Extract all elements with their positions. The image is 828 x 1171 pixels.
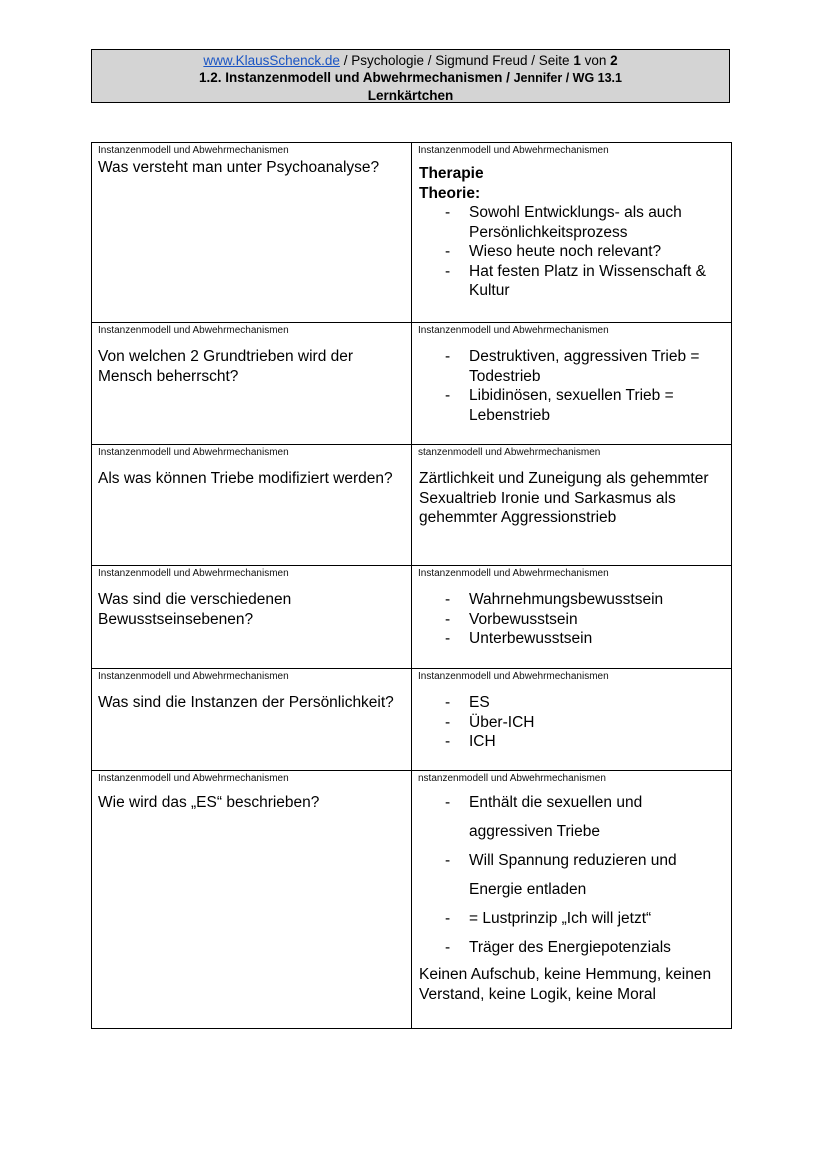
list-item: - Libidinösen, sexuellen Trieb = Lebenstrieb: [419, 386, 723, 425]
card-category: nstanzenmodell und Abwehrmechanismen: [418, 773, 606, 784]
list-item: - ES: [419, 693, 723, 713]
card-category: Instanzenmodell und Abwehrmechanismen: [418, 671, 609, 682]
card-question: Was sind die verschiedenen Bewusstseinsebenen?: [98, 591, 292, 628]
question-cell: [92, 566, 412, 669]
answer-paragraph: Keinen Aufschub, keine Hemmung, keinen Verstand, keine Logik, keine Moral: [419, 966, 712, 1003]
document-author: Jennifer / WG 13.1: [513, 71, 622, 85]
question-cell: [92, 669, 412, 771]
page-total: 2: [610, 53, 618, 68]
answer-cell: [412, 669, 732, 771]
card-question: Was sind die Instanzen der Persönlichkeit?: [98, 694, 394, 711]
page-current: 1: [573, 53, 581, 68]
flashcard-table: [91, 142, 732, 1029]
answer-heading: Theorie:: [419, 184, 481, 202]
card-category: Instanzenmodell und Abwehrmechanismen: [418, 145, 609, 156]
document-header: [91, 49, 730, 103]
document-subtitle: Lernkärtchen: [367, 88, 454, 103]
card-answer: [412, 459, 731, 528]
answer-list: [419, 788, 723, 962]
header-line-1: [92, 52, 729, 69]
list-item: - Destruktiven, aggressiven Trieb = Todestrieb: [419, 347, 723, 386]
answer-list: [419, 203, 723, 301]
card-question: Als was können Triebe modifiziert werden?: [98, 470, 393, 487]
card-question: Von welchen 2 Grundtrieben wird der Mensch beherrscht?: [98, 348, 354, 385]
card-category: Instanzenmodell und Abwehrmechanismen: [418, 325, 609, 336]
card-category: Instanzenmodell und Abwehrmechanismen: [98, 145, 289, 156]
list-item: - ICH: [419, 732, 723, 752]
card-category: Instanzenmodell und Abwehrmechanismen: [98, 325, 289, 336]
card-answer: [412, 580, 731, 649]
card-question: Wie wird das „ES“ beschrieben?: [98, 794, 320, 811]
page-of: von: [580, 53, 611, 68]
list-item: - Unterbewusstsein: [419, 629, 723, 649]
question-cell: [92, 323, 412, 445]
card-question: Was versteht man unter Psychoanalyse?: [98, 159, 380, 176]
header-line-2: [92, 69, 729, 87]
card-category: Instanzenmodell und Abwehrmechanismen: [98, 568, 289, 579]
answer-paragraph: Zärtlichkeit und Zuneigung als gehemmter Sexualtrieb Ironie und Sarkasmus als gehemmter Aggressionstrieb: [419, 470, 709, 526]
answer-cell: [412, 445, 732, 566]
answer-cell: [412, 143, 732, 323]
answer-cell: [412, 566, 732, 669]
card-answer: [412, 683, 731, 752]
answer-list: [419, 347, 723, 425]
list-item: - Hat festen Platz in Wissenschaft & Kultur: [419, 262, 723, 301]
answer-heading: Therapie: [419, 165, 484, 182]
list-item: - Vorbewusstsein: [419, 610, 723, 630]
table-row: [92, 771, 732, 1029]
answer-list: [419, 590, 723, 649]
list-item: - Will Spannung reduzieren und Energie entladen: [419, 846, 723, 904]
card-answer: [412, 337, 731, 425]
answer-cell: [412, 771, 732, 1029]
card-category: Instanzenmodell und Abwehrmechanismen: [98, 447, 289, 458]
answer-cell: [412, 323, 732, 445]
table-row: [92, 143, 732, 323]
table-row: [92, 566, 732, 669]
header-path: / Psychologie / Sigmund Freud / Seite: [339, 53, 574, 68]
question-cell: [92, 771, 412, 1029]
list-item: - Wieso heute noch relevant?: [419, 242, 723, 262]
card-category: Instanzenmodell und Abwehrmechanismen: [98, 773, 289, 784]
table-row: [92, 323, 732, 445]
list-item: - Sowohl Entwicklungs- als auch Persönlichkeitsprozess: [419, 203, 723, 242]
table-row: [92, 669, 732, 771]
title-separator: /: [502, 70, 514, 85]
table-row: [92, 445, 732, 566]
answer-list: [419, 693, 723, 752]
list-item: - = Lustprinzip „Ich will jetzt“: [419, 904, 723, 933]
header-line-3: [92, 87, 729, 104]
card-answer: [412, 157, 731, 301]
list-item: - Enthält die sexuellen und aggressiven Triebe: [419, 788, 723, 846]
list-item: - Über-ICH: [419, 713, 723, 733]
list-item: - Wahrnehmungsbewusstsein: [419, 590, 723, 610]
question-cell: [92, 445, 412, 566]
card-answer: [412, 785, 731, 1004]
card-category: Instanzenmodell und Abwehrmechanismen: [418, 568, 609, 579]
question-cell: [92, 143, 412, 323]
card-category: stanzenmodell und Abwehrmechanismen: [418, 447, 601, 458]
list-item: - Träger des Energiepotenzials: [419, 933, 723, 962]
card-category: Instanzenmodell und Abwehrmechanismen: [98, 671, 289, 682]
site-link[interactable]: www.KlausSchenck.de: [203, 53, 340, 68]
document-title: 1.2. Instanzenmodell und Abwehrmechanismen: [199, 70, 503, 85]
